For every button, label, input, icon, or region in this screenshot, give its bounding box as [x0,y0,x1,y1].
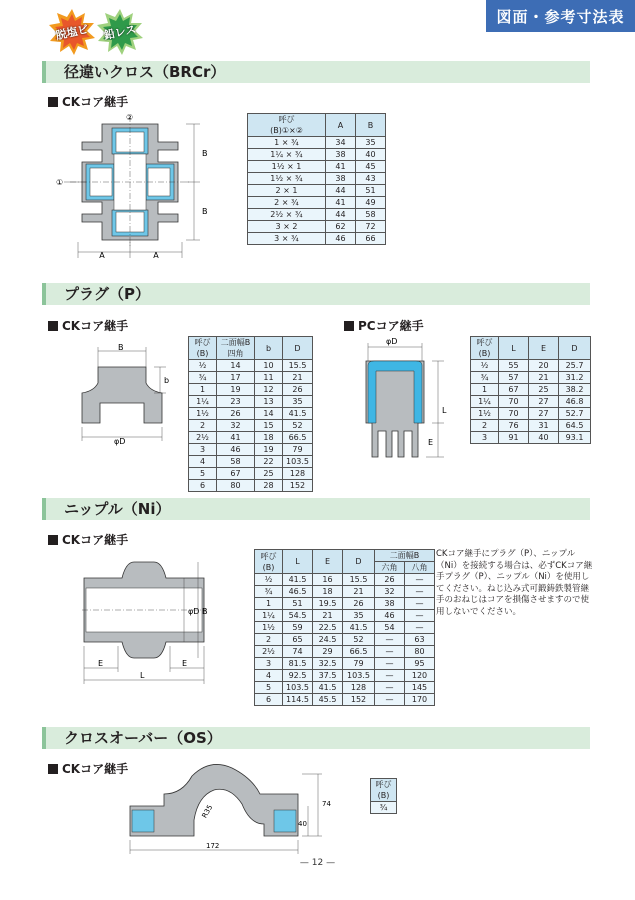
table-cell: 74 [283,646,313,658]
crossover-drawing [122,760,352,860]
table-cell: 32.5 [313,658,343,670]
dim-phi-d: φD [114,437,126,446]
table-cell: 62 [326,221,356,233]
dim-radius: R35 [200,803,215,820]
table-row [471,432,591,444]
table-cell: 67 [217,468,255,480]
table-cell: 26 [375,574,405,586]
table-cell: 128 [283,468,313,480]
table-cell: 26 [217,408,255,420]
table-cell: 25 [255,468,283,480]
table-cell: 2½ [255,646,283,658]
table-row [371,802,397,814]
table-cell: 57 [499,372,529,384]
col-header: b [255,337,283,360]
table-cell: 54.5 [283,610,313,622]
table-cell: 80 [217,480,255,492]
table-cell: 1½ × 1 [248,161,326,173]
table-row [255,646,435,658]
table-row [255,634,435,646]
page-category-tab [486,0,635,32]
table-cell: 43 [356,173,386,185]
table-cell: 22 [255,456,283,468]
table-cell: 46 [375,610,405,622]
table-cell: 51 [356,185,386,197]
table-row [248,173,386,185]
table-row [189,480,313,492]
table-cell: 92.5 [283,670,313,682]
square-bullet-icon [48,321,58,331]
dim-small-b: b [164,376,170,385]
table-row [248,197,386,209]
table-cell: 45.5 [313,694,343,706]
table-row [471,420,591,432]
dim-l: L [140,671,145,680]
table-row [471,408,591,420]
table-cell: 15.5 [343,574,375,586]
table-cell: 5 [255,682,283,694]
table-cell: 5 [189,468,217,480]
table-cell: — [375,682,405,694]
table-cell: 152 [343,694,375,706]
square-bullet-icon [48,535,58,545]
table-cell: 103.5 [343,670,375,682]
table-cell: 6 [189,480,217,492]
table-cell: 46 [326,233,356,245]
subheading-pc-core [344,317,424,334]
subheading-label: CKコア継手 [62,95,129,109]
reducing-cross-table [247,113,386,245]
dim-e: E [428,438,434,447]
table-cell: 1 [189,384,217,396]
subheading-label: CKコア継手 [62,762,129,776]
table-cell: 38 [326,149,356,161]
subheading-ck-core-4 [48,760,128,777]
table-row [189,408,313,420]
table-cell: ¾ [255,586,283,598]
table-cell: 1 [255,598,283,610]
table-cell: 114.5 [283,694,313,706]
table-row [255,658,435,670]
table-cell: 3 [189,444,217,456]
table-cell: 1 × ¾ [248,137,326,149]
table-cell: 1¼ [189,396,217,408]
table-cell: 95 [405,658,435,670]
table-cell: 1¼ [471,396,499,408]
dim-l: L [442,406,447,415]
col-header: L [499,337,529,360]
table-cell: 120 [405,670,435,682]
table-cell: — [405,598,435,610]
badge-lead-free [96,8,144,56]
table-cell: 15.5 [283,360,313,372]
table-cell: 2 [471,420,499,432]
table-row [248,161,386,173]
crossover-table [370,778,397,814]
table-cell: 3 × ¾ [248,233,326,245]
table-cell: 31.2 [559,372,591,384]
table-cell: 21 [343,586,375,598]
table-cell: 37.5 [313,670,343,682]
table-cell: — [375,670,405,682]
table-cell: 1½ [189,408,217,420]
plug-pc-table [470,336,591,444]
table-cell: 1½ × ¾ [248,173,326,185]
page-category-label: 図面・参考寸法表 [496,7,625,26]
table-cell: 21 [529,372,559,384]
col-header: 二面幅B 四角 [217,337,255,360]
table-cell: — [405,586,435,598]
table-cell: 2 × ¾ [248,197,326,209]
table-cell: 3 × 2 [248,221,326,233]
square-bullet-icon [344,321,354,331]
table-row [248,185,386,197]
table-cell: 79 [343,658,375,670]
col-header: 呼び (B) [255,550,283,574]
subheading-ck-core-1 [48,93,128,110]
section-header-crossover [42,727,590,749]
col-header: 呼び (B) [471,337,499,360]
table-cell: 29 [313,646,343,658]
subheading-label: CKコア継手 [62,319,129,333]
dim-e-right: E [182,659,188,668]
label-port-2: ② [126,113,134,122]
table-cell: 93.1 [559,432,591,444]
table-cell: 21 [313,610,343,622]
col-header: 六角 [375,562,405,574]
table-row [471,360,591,372]
table-cell: 52 [343,634,375,646]
table-cell: 52 [283,420,313,432]
table-row [189,360,313,372]
table-cell: 46.5 [283,586,313,598]
table-cell: 34 [326,137,356,149]
table-row [255,586,435,598]
table-row [189,444,313,456]
table-row [471,396,591,408]
table-cell: 38.2 [559,384,591,396]
table-cell: 23 [217,396,255,408]
table-row [255,670,435,682]
table-cell: 24.5 [313,634,343,646]
col-header: 二面幅B [375,550,435,562]
table-cell: 70 [499,396,529,408]
table-cell: 76 [499,420,529,432]
table-row [248,209,386,221]
table-cell: 1 [471,384,499,396]
table-cell: 2 × 1 [248,185,326,197]
table-cell: ¾ [371,802,397,814]
table-cell: 27 [529,396,559,408]
table-cell: 18 [255,432,283,444]
dim-height-body: 40 [298,820,307,828]
table-row [248,149,386,161]
usage-note: CKコア継手にプラグ（P）、ニップル（Ni）を接続する場合は、必ずCKコア継手プラグ（P）、ニップル（Ni）を使用してください。ねじ込み式可鍛鋳鉄製管継手のおねじはコアを損傷させますので使用しないでください。 [436,549,593,617]
table-cell: 41.5 [283,574,313,586]
table-cell: 46.8 [559,396,591,408]
table-cell: 4 [189,456,217,468]
table-cell: 14 [217,360,255,372]
table-row [248,233,386,245]
table-cell: 32 [217,420,255,432]
page-number: — 12 — [299,858,336,868]
table-cell: 46 [217,444,255,456]
col-header: 呼び (B) [371,779,397,802]
table-cell: 40 [529,432,559,444]
section-header-nipple [42,498,590,520]
table-cell: 41 [217,432,255,444]
table-cell: 45 [356,161,386,173]
table-cell: 103.5 [283,456,313,468]
table-cell: 3 [255,658,283,670]
plug-ck-table [188,336,313,492]
table-cell: 26 [343,598,375,610]
col-header: 呼び (B)①×② [248,114,326,137]
table-cell: 1½ [471,408,499,420]
nipple-drawing [78,556,218,686]
dim-a-right: A [153,251,159,260]
badge-lead-free-label: 鉛レス [102,22,138,43]
col-header: A [326,114,356,137]
table-row [189,432,313,444]
table-cell: 41 [326,197,356,209]
subheading-label: PCコア継手 [358,319,424,333]
table-cell: ¾ [471,372,499,384]
table-cell: — [375,694,405,706]
table-cell: 25.7 [559,360,591,372]
section-title: クロスオーバー（OS） [64,729,222,747]
table-cell: 13 [255,396,283,408]
table-row [189,372,313,384]
pc-plug-drawing [348,333,456,465]
label-port-1: ① [56,178,64,187]
table-cell: 26 [283,384,313,396]
table-cell: 49 [356,197,386,209]
subheading-ck-core-2 [48,317,128,334]
dim-phi-d: φD [386,337,398,346]
col-header: 八角 [405,562,435,574]
table-cell: 21 [283,372,313,384]
section-title: 径違いクロス（BRCr） [64,63,226,81]
table-cell: 41 [326,161,356,173]
table-row [255,574,435,586]
table-row [255,598,435,610]
table-cell: 35 [283,396,313,408]
table-cell: — [405,574,435,586]
table-cell: 41.5 [343,622,375,634]
table-cell: 2 [255,634,283,646]
table-cell: 10 [255,360,283,372]
table-cell: 1½ [255,622,283,634]
square-bullet-icon [48,97,58,107]
table-cell: 38 [326,173,356,185]
table-cell: 15 [255,420,283,432]
table-cell: 41.5 [313,682,343,694]
table-row [471,372,591,384]
table-cell: 1¼ × ¾ [248,149,326,161]
table-cell: 79 [283,444,313,456]
col-header: E [529,337,559,360]
table-cell: ½ [471,360,499,372]
table-cell: — [405,610,435,622]
table-cell: 17 [217,372,255,384]
table-cell: 152 [283,480,313,492]
table-row [189,456,313,468]
table-cell: 170 [405,694,435,706]
table-cell: 55 [499,360,529,372]
dim-b-bottom: B [202,207,208,216]
dim-width: 172 [206,842,220,850]
table-cell: 44 [326,209,356,221]
table-cell: 19 [217,384,255,396]
table-cell: 32 [375,586,405,598]
table-cell: 58 [217,456,255,468]
table-cell: 64.5 [559,420,591,432]
table-cell: 72 [356,221,386,233]
table-cell: 81.5 [283,658,313,670]
table-cell: 2½ × ¾ [248,209,326,221]
table-cell: 44 [326,185,356,197]
badge-no-pvc-label: 脱塩ビ [54,22,90,43]
table-cell: 80 [405,646,435,658]
table-cell: — [405,622,435,634]
table-cell: 145 [405,682,435,694]
section-title: ニップル（Ni） [64,500,171,518]
dim-e-left: E [98,659,104,668]
dim-b: B [118,343,124,352]
table-row [248,221,386,233]
section-header-plug [42,283,590,305]
table-row [189,384,313,396]
table-cell: 67 [499,384,529,396]
table-cell: 65 [283,634,313,646]
table-cell: 51 [283,598,313,610]
subheading-label: CKコア継手 [62,533,129,547]
table-cell: 19 [255,444,283,456]
dim-b-top: B [202,149,208,158]
table-cell: 35 [343,610,375,622]
table-cell: 11 [255,372,283,384]
table-cell: 28 [255,480,283,492]
dim-height-total: 74 [322,800,331,808]
table-cell: — [375,634,405,646]
table-cell: — [375,658,405,670]
table-cell: ½ [189,360,217,372]
table-row [189,468,313,480]
table-cell: 3 [471,432,499,444]
table-cell: 22.5 [313,622,343,634]
dim-phi-d: φD [188,607,200,616]
col-header: E [313,550,343,574]
table-cell: 103.5 [283,682,313,694]
table-cell: 2 [189,420,217,432]
dim-b: B [202,607,208,616]
col-header: B [356,114,386,137]
table-cell: 54 [375,622,405,634]
section-header-reducing-cross [42,61,590,83]
plug-drawing [80,343,180,448]
table-cell: 66.5 [343,646,375,658]
table-cell: 70 [499,408,529,420]
table-cell: 91 [499,432,529,444]
table-cell: 128 [343,682,375,694]
table-cell: ¾ [189,372,217,384]
table-row [189,396,313,408]
nipple-table [254,549,435,706]
square-bullet-icon [48,764,58,774]
table-row [255,610,435,622]
table-row [189,420,313,432]
table-cell: 25 [529,384,559,396]
col-header: 呼び (B) [189,337,217,360]
table-cell: 35 [356,137,386,149]
table-cell: 66 [356,233,386,245]
col-header: D [283,337,313,360]
table-cell: 59 [283,622,313,634]
table-row [248,137,386,149]
table-cell: 31 [529,420,559,432]
table-row [255,622,435,634]
col-header: D [343,550,375,574]
table-cell: ½ [255,574,283,586]
col-header: D [559,337,591,360]
table-row [471,384,591,396]
table-row [255,694,435,706]
dim-a-left: A [99,251,105,260]
table-cell: 6 [255,694,283,706]
table-cell: 66.5 [283,432,313,444]
badge-no-pvc [48,8,96,56]
table-cell: 27 [529,408,559,420]
table-cell: 2½ [189,432,217,444]
table-cell: 20 [529,360,559,372]
col-header: L [283,550,313,574]
table-cell: 58 [356,209,386,221]
table-cell: 18 [313,586,343,598]
reducing-cross-drawing [50,112,230,262]
table-row [255,682,435,694]
subheading-ck-core-3 [48,531,128,548]
table-cell: 1¼ [255,610,283,622]
table-cell: 12 [255,384,283,396]
table-cell: 16 [313,574,343,586]
table-cell: 4 [255,670,283,682]
table-cell: 63 [405,634,435,646]
table-cell: 40 [356,149,386,161]
table-cell: 38 [375,598,405,610]
table-cell: 14 [255,408,283,420]
table-cell: 52.7 [559,408,591,420]
table-cell: 19.5 [313,598,343,610]
table-cell: 41.5 [283,408,313,420]
section-title: プラグ（P） [64,285,150,303]
table-cell: — [375,646,405,658]
